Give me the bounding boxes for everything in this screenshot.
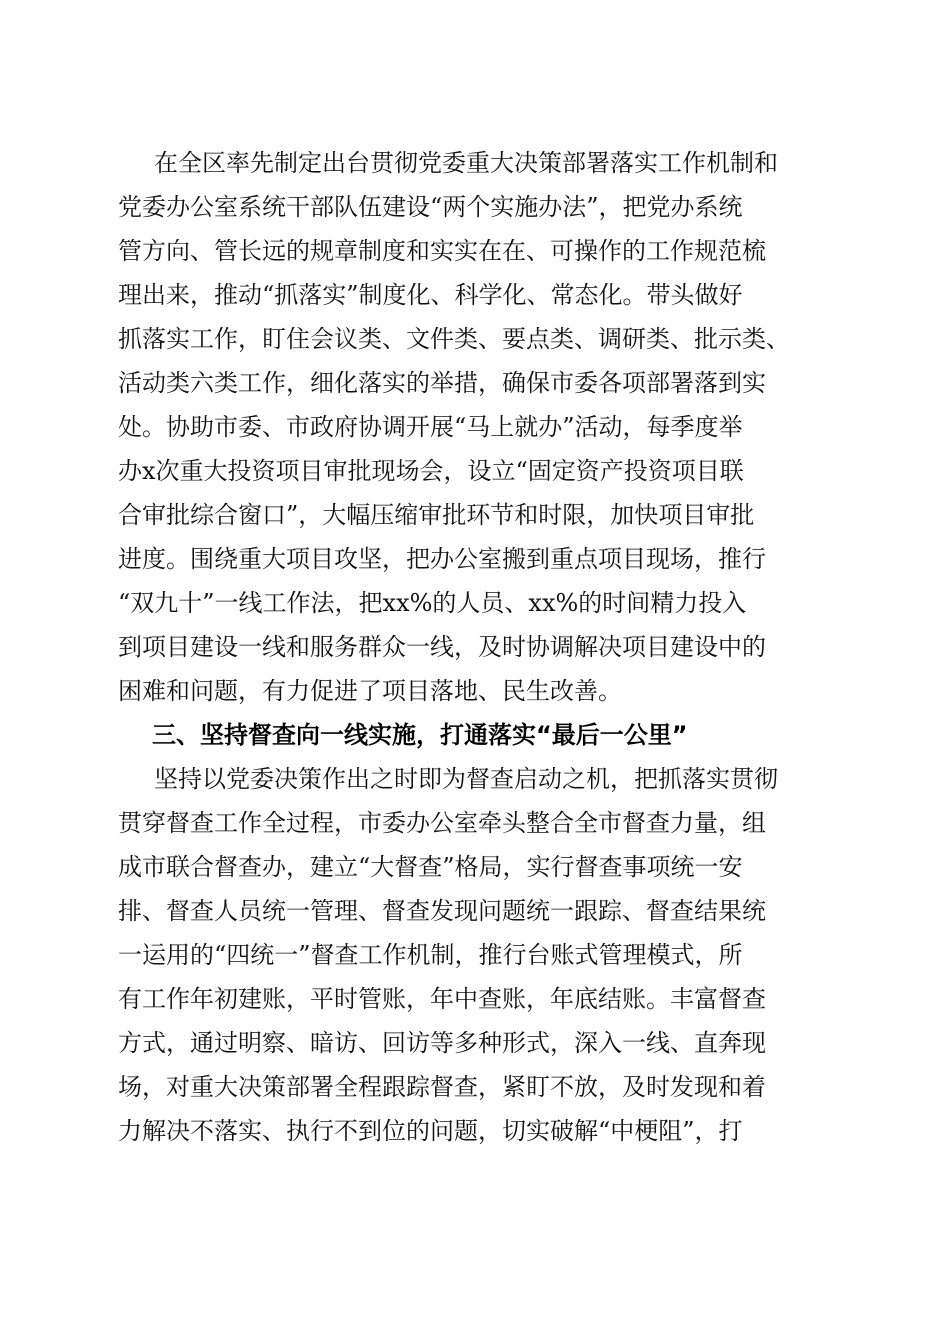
paragraph-line: 有工作年初建账，平时管账，年中查账，年底结账。丰富督查 [118, 985, 766, 1013]
paragraph-line: 到项目建设一线和服务群众一线，及时协调解决项目建设中的 [118, 633, 766, 661]
paragraph-line: 困难和问题，有力促进了项目落地、民生改善。 [118, 677, 622, 705]
paragraph-line: “双九十”一线工作法，把xx%的人员、xx%的时间精力投入 [118, 589, 747, 617]
paragraph-line: 理出来，推动“抓落实”制度化、科学化、常态化。带头做好 [118, 281, 743, 309]
paragraph-line: 方式，通过明察、暗访、回访等多种形式，深入一线、直奔现 [118, 1029, 766, 1057]
paragraph-line: 抓落实工作，盯住会议类、文件类、要点类、调研类、批示类、 [118, 325, 790, 353]
section-heading: 三、坚持督查向一线实施，打通落实“最后一公里” [152, 721, 688, 749]
paragraph-line: 一运用的“四统一”督查工作机制，推行台账式管理模式，所 [118, 941, 743, 969]
paragraph-line: 力解决不落实、执行不到位的问题，切实破解“中梗阻”，打 [118, 1117, 743, 1145]
paragraph-line: 贯穿督查工作全过程，市委办公室牵头整合全市督查力量，组 [118, 809, 766, 837]
paragraph-line: 坚持以党委决策作出之时即为督查启动之机，把抓落实贯彻 [154, 765, 778, 793]
paragraph-line: 成市联合督查办，建立“大督查”格局，实行督查事项统一安 [118, 853, 743, 881]
paragraph-line: 党委办公室系统干部队伍建设“两个实施办法”，把党办系统 [118, 193, 743, 221]
paragraph-line: 合审批综合窗口”，大幅压缩审批环节和时限，加快项目审批 [118, 501, 755, 529]
paragraph-1 [118, 141, 858, 713]
paragraph-line: 进度。围绕重大项目攻坚，把办公室搬到重点项目现场，推行 [118, 545, 766, 573]
paragraph-line: 排、督查人员统一管理、督查发现问题统一跟踪、督查结果统 [118, 897, 766, 925]
paragraph-line: 在全区率先制定出台贯彻党委重大决策部署落实工作机制和 [154, 149, 778, 177]
paragraph-line: 场，对重大决策部署全程跟踪督查，紧盯不放，及时发现和着 [118, 1073, 766, 1101]
paragraph-line: 活动类六类工作，细化落实的举措，确保市委各项部署落到实 [118, 369, 766, 397]
document-body [118, 141, 858, 1153]
paragraph-line: 办x次重大投资项目审批现场会，设立“固定资产投资项目联 [118, 457, 744, 485]
paragraph-line: 处。协助市委、市政府协调开展“马上就办”活动，每季度举 [118, 413, 743, 441]
paragraph-line: 管方向、管长远的规章制度和实实在在、可操作的工作规范梳 [118, 237, 766, 265]
paragraph-2 [118, 757, 858, 1153]
